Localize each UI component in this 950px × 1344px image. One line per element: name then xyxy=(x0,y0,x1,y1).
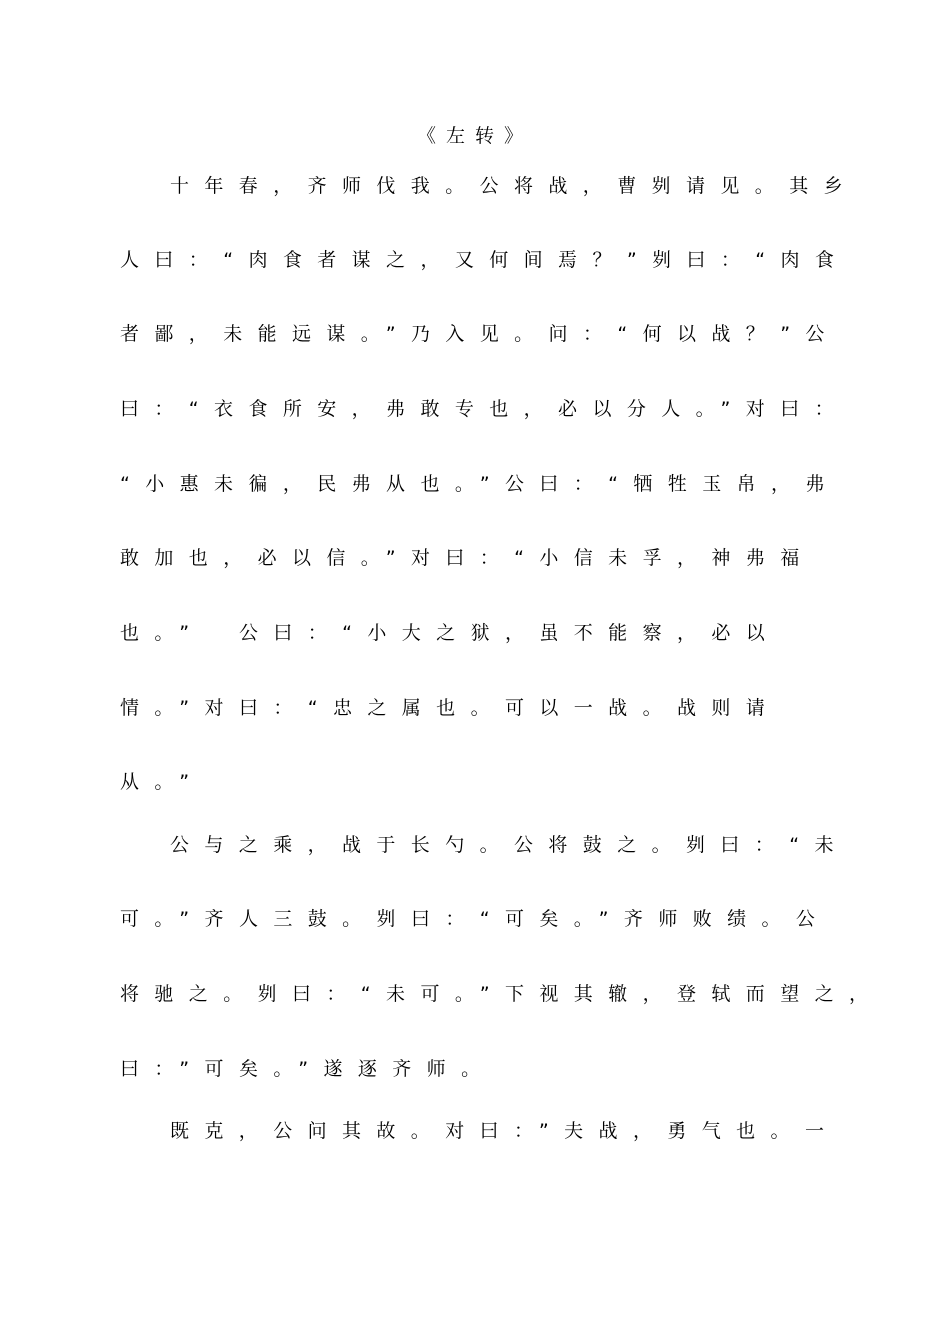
text-line: 敢加也，必以信。”对曰：“小信未孚，神弗福 xyxy=(120,547,815,569)
text-line: “小惠未徧，民弗从也。”公曰：“牺牲玉帛，弗 xyxy=(120,473,840,495)
text-line: 曰：“衣食所安，弗敢专也，必以分人。”对曰： xyxy=(120,398,849,420)
text-line: 也。” 公曰：“小大之狱，虽不能察，必以 xyxy=(120,622,781,644)
text-line: 情。”对曰：“忠之属也。可以一战。战则请 xyxy=(120,697,781,719)
text-line: 公与之乘，战于长勺。公将鼓之。刿曰：“未 xyxy=(170,834,849,856)
text-line: 者鄙，未能远谋。”乃入见。问：“何以战？”公 xyxy=(120,323,840,345)
text-line: 十年春，齐师伐我。公将战，曹刿请见。其乡 xyxy=(170,175,859,197)
text-line: 将驰之。刿曰：“未可。”下视其辙，登轼而望之， xyxy=(120,983,884,1005)
text-line: 从。” xyxy=(120,771,205,793)
text-line: 人曰：“肉食者谋之，又何间焉？”刿曰：“肉食 xyxy=(120,249,850,271)
document-title: 《左转》 xyxy=(416,125,533,147)
text-line: 既克，公问其故。对曰：”夫战，勇气也。一 xyxy=(170,1120,840,1142)
text-line: 曰：”可矣。”遂逐齐师。 xyxy=(120,1058,496,1080)
text-line: 可。”齐人三鼓。刿曰：“可矣。”齐师败绩。公 xyxy=(120,908,831,930)
